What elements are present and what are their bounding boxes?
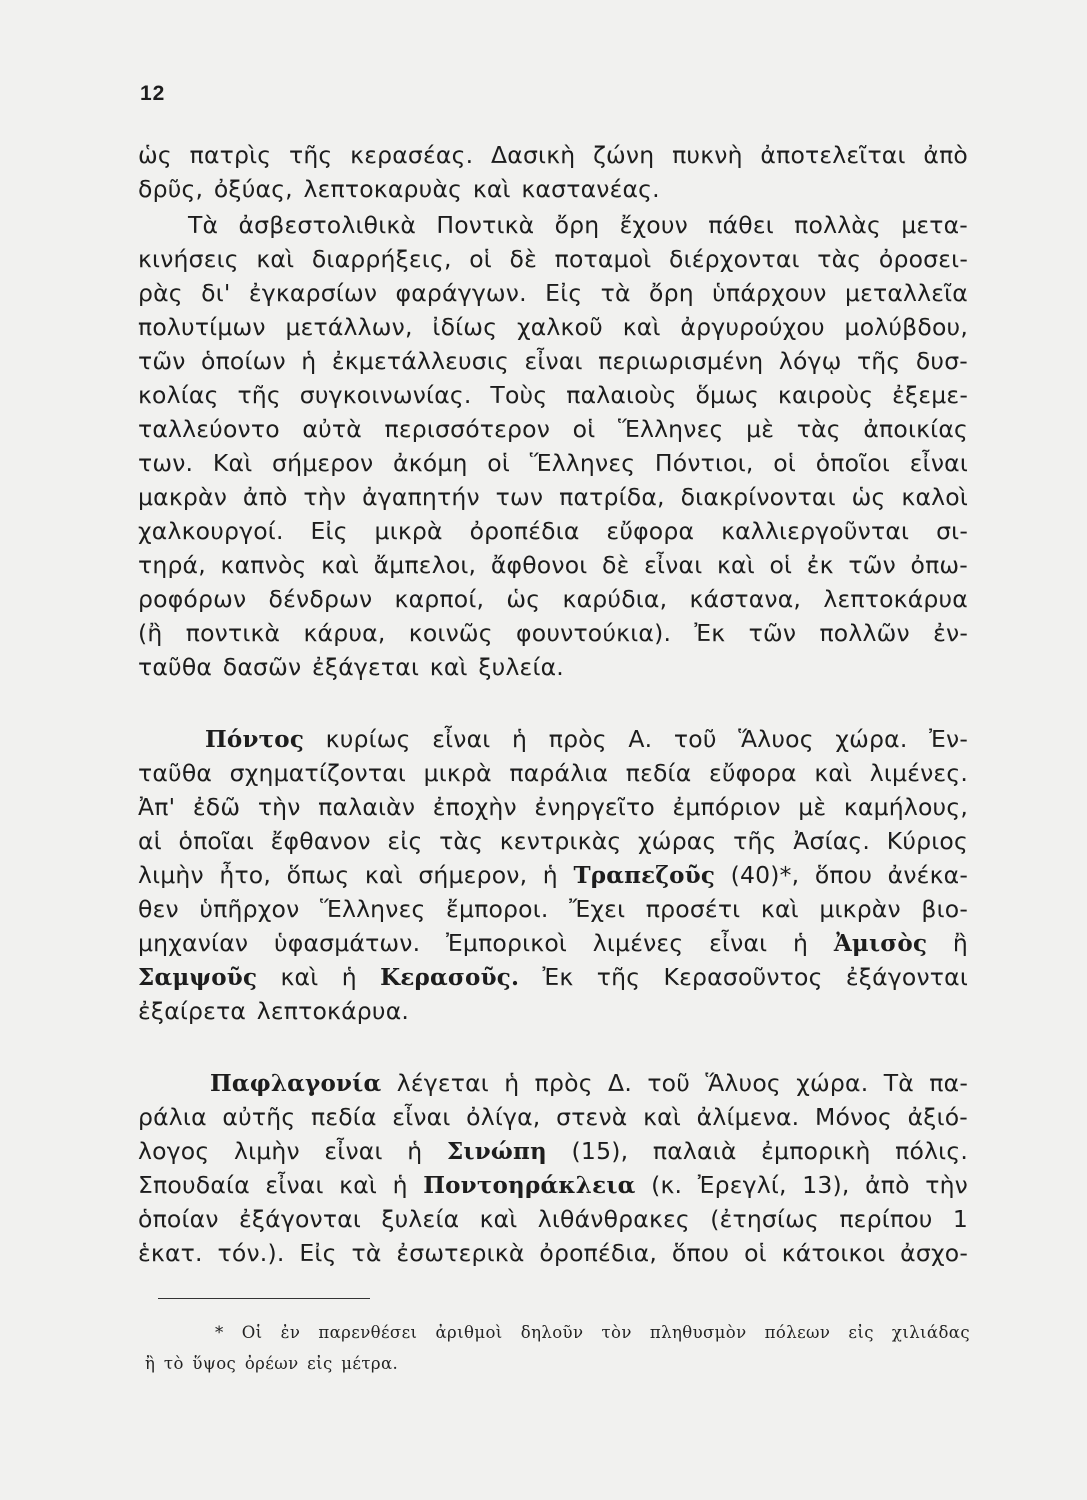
text-line: αἱ ὁποῖαι ἔφθανον εἰς τὰς κεντρικὰς χώρας τῆς Ἀσίας. Κύριος [138,827,968,855]
text-line: μακρὰν ἀπὸ τὴν ἀγαπητήν των πατρίδα, διακρίνονται ὡς καλοὶ [138,483,968,511]
text-run: (κ. Ἐρεγλί, 13), ἀπὸ τὴν [635,1171,968,1199]
term-pontoirakleia: Ποντοηράκλεια [423,1172,636,1199]
text-line: Ἀπ' ἐδῶ τὴν παλαιὰν ἐποχὴν ἐνηργεῖτο ἐμπόριον μὲ καμήλους, [138,793,968,821]
text-line: κινήσεις καὶ διαρρήξεις, οἱ δὲ ποταμοὶ διέρχονται τὰς ὀροσει- [138,245,968,273]
text-run: Σπουδαία εἶναι καὶ ἡ [138,1171,424,1199]
text-line: ταῦθα σχηματίζονται μικρὰ παράλια πεδία εὔφορα καὶ λιμένες. [138,759,968,787]
term-amisos: Ἀμισὸς [833,930,928,957]
text-line [138,960,968,994]
text-run: μηχανίαν ὑφασμάτων. Ἐμπορικοὶ λιμένες εἶναι ἡ [138,929,834,957]
text-line: ροφόρων δένδρων καρποί, ὡς καρύδια, κάστανα, λεπτοκάρυα [138,585,968,613]
text-line [138,858,968,892]
text-line: ὡς πατρὶς τῆς κερασέας. Δασικὴ ζώνη πυκνὴ ἀποτελεῖται ἀπὸ [138,141,968,169]
text-run: λιμὴν ἦτο, ὅπως καὶ σήμερον, ἡ [138,861,574,889]
text-run: ἢ [927,929,969,957]
text-run: λέγεται ἡ πρὸς Δ. τοῦ Ἅλυος χώρα. Τὰ πα- [381,1069,968,1097]
text-line [138,1134,968,1168]
footnote-divider [158,1298,370,1299]
text-line: θεν ὑπῆρχον Ἕλληνες ἔμποροι. Ἔχει προσέτι καὶ μικρὰν βιο- [138,895,968,923]
text-line: ρὰς δι' ἐγκαρσίων φαράγγων. Εἰς τὰ ὄρη ὑπάρχουν μεταλλεῖα [138,279,968,307]
text-run: Ἐκ τῆς Κερασοῦντος ἐξάγονται [519,963,968,991]
text-line: ἐξαίρετα λεπτοκάρυα. [138,997,410,1025]
text-line: πολυτίμων μετάλλων, ἰδίως χαλκοῦ καὶ ἀργυρούχου μολύβδου, [138,313,968,341]
text-line: τηρά, καπνὸς καὶ ἄμπελοι, ἄφθονοι δὲ εἶναι καὶ οἱ ἐκ τῶν ὀπω- [138,551,968,579]
text-run: (15), παλαιὰ ἐμπορικὴ πόλις. [546,1137,968,1165]
text-line: ταῦθα δασῶν ἐξάγεται καὶ ξυλεία. [138,653,564,681]
text-line: των. Καὶ σήμερον ἀκόμη οἱ Ἕλληνες Πόντιοι, οἱ ὁποῖοι εἶναι [138,449,968,477]
text-line: ταλλεύοντο αὐτὰ περισσότερον οἱ Ἕλληνες μὲ τὰς ἀποικίας [138,415,968,443]
text-run: λογος λιμὴν εἶναι ἡ [138,1137,447,1165]
footnote-line: * Οἱ ἐν παρενθέσει ἀριθμοὶ δηλοῦν τὸν πληθυσμὸν πόλεων εἰς χιλιάδας [215,1323,970,1342]
text-line: τῶν ὁποίων ἡ ἐκμετάλλευσις εἶναι περιωρισμένη λόγῳ τῆς δυσ- [138,347,968,375]
text-line: κολίας τῆς συγκοινωνίας. Τοὺς παλαιοὺς ὅμως καιροὺς ἐξεμε- [138,381,968,409]
term-pontos: Πόντος [205,726,305,753]
term-kerasous: Κερασοῦς. [380,964,520,991]
term-sampsous: Σαμψοῦς [138,964,258,991]
text-run: κυρίως εἶναι ἡ πρὸς Α. τοῦ Ἅλυος χώρα. Ἐν- [304,725,968,753]
text-line: ἑκατ. τόν.). Εἰς τὰ ἐσωτερικὰ ὀροπέδια, ὅπου οἱ κάτοικοι ἀσχο- [138,1239,968,1267]
text-line: ὁποίαν ἐξάγονται ξυλεία καὶ λιθάνθρακες (ἐτησίως περίπου 1 [138,1205,968,1233]
footnote-line: ἢ τὸ ὕψος ὀρέων εἰς μέτρα. [145,1354,399,1373]
page-number: 12 [140,82,166,105]
text-line [138,1168,968,1202]
text-line: χαλκουργοί. Εἰς μικρὰ ὀροπέδια εὔφορα καλλιεργοῦνται σι- [138,517,968,545]
term-sinopi: Σινώπη [446,1138,547,1165]
text-line [210,1066,968,1100]
text-line: ράλια αὐτῆς πεδία εἶναι ὀλίγα, στενὰ καὶ ἀλίμενα. Μόνος ἀξιό- [138,1103,968,1131]
text-line: δρῦς, ὀξύας, λεπτοκαρυὰς καὶ καστανέας. [138,175,660,203]
text-line: (ἢ ποντικὰ κάρυα, κοινῶς φουντούκια). Ἐκ τῶν πολλῶν ἐν- [138,619,968,647]
text-line [138,926,968,960]
text-run: καὶ ἡ [257,963,381,991]
text-line [205,722,968,756]
text-run: (40)*, ὅπου ἀνέκα- [715,861,968,889]
term-paflagonia: Παφλαγονία [210,1070,382,1097]
term-trapezous: Τραπεζοῦς [573,862,716,889]
text-line: Τὰ ἀσβεστολιθικὰ Ποντικὰ ὄρη ἔχουν πάθει πολλὰς μετα- [188,211,968,239]
